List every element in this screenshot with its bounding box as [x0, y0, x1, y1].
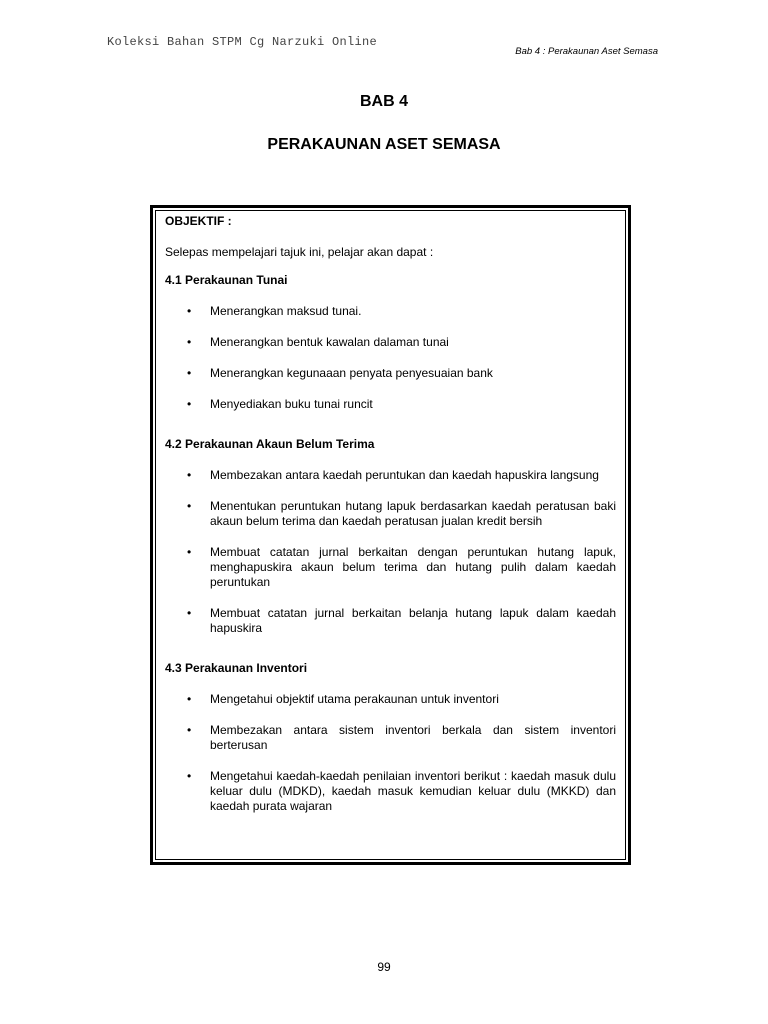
bullet-icon: • — [187, 545, 192, 559]
list-item — [165, 397, 616, 412]
objective-heading: OBJEKTIF : — [165, 214, 232, 228]
page-number: 99 — [377, 960, 391, 974]
list-item — [165, 468, 616, 483]
list-item — [165, 335, 616, 350]
bullet-icon: • — [187, 335, 192, 349]
bullet-icon: • — [187, 397, 192, 411]
bullet-icon: • — [187, 606, 192, 620]
list-item — [165, 769, 616, 814]
section-list-4-2 — [165, 468, 616, 636]
list-item-text: Menerangkan bentuk kawalan dalaman tunai — [210, 335, 449, 349]
list-item — [165, 499, 616, 529]
section-title-4-1: 4.1 Perakaunan Tunai — [165, 273, 288, 287]
section-list-4-1 — [165, 304, 616, 412]
bullet-icon: • — [187, 692, 192, 706]
section-title-4-2: 4.2 Perakaunan Akaun Belum Terima — [165, 437, 375, 451]
list-item-text: Menyediakan buku tunai runcit — [210, 397, 373, 411]
list-item-text: Membezakan antara kaedah peruntukan dan kaedah hapuskira langsung — [210, 468, 599, 482]
objective-box — [165, 214, 616, 814]
bullet-icon: • — [187, 723, 192, 737]
list-item-text: Membuat catatan jurnal berkaitan dengan peruntukan hutang lapuk, menghapuskira akaun belum terima dan hutang pulih dalam kaedah peruntukan — [210, 545, 616, 589]
list-item — [165, 545, 616, 590]
list-item-text: Mengetahui objektif utama perakaunan untuk inventori — [210, 692, 499, 706]
chapter-number: BAB 4 — [359, 93, 408, 110]
section-title-4-3: 4.3 Perakaunan Inventori — [165, 661, 308, 675]
bullet-icon: • — [187, 499, 192, 513]
running-header-source: Koleksi Bahan STPM Cg Narzuki Online — [107, 35, 378, 49]
bullet-icon: • — [187, 366, 192, 380]
list-item-text: Membezakan antara sistem inventori berkala dan sistem inventori berterusan — [210, 723, 616, 752]
list-item — [165, 692, 616, 707]
list-item-text: Menentukan peruntukan hutang lapuk berdasarkan kaedah peratusan baki akaun belum terima dan kaedah peratusan jualan kredit bersih — [210, 499, 616, 528]
list-item — [165, 304, 616, 319]
bullet-icon: • — [187, 769, 192, 783]
list-item-text: Mengetahui kaedah-kaedah penilaian inventori berikut : kaedah masuk dulu keluar dulu (MDKD), kaedah masuk kemudian keluar dulu (MKKD) dan kaedah purata wajaran — [210, 769, 616, 813]
list-item-text: Membuat catatan jurnal berkaitan belanja hutang lapuk dalam kaedah hapuskira — [210, 606, 616, 635]
list-item — [165, 366, 616, 381]
list-item — [165, 723, 616, 753]
chapter-title: PERAKAUNAN ASET SEMASA — [267, 136, 501, 153]
list-item-text: Menerangkan maksud tunai. — [210, 304, 362, 318]
list-item — [165, 606, 616, 636]
section-list-4-3 — [165, 692, 616, 814]
running-header-chapter: Bab 4 : Perakaunan Aset Semasa — [515, 46, 658, 57]
objective-intro: Selepas mempelajari tajuk ini, pelajar akan dapat : — [165, 245, 434, 259]
list-item-text: Menerangkan kegunaaan penyata penyesuaian bank — [210, 366, 493, 380]
bullet-icon: • — [187, 468, 192, 482]
bullet-icon: • — [187, 304, 192, 318]
